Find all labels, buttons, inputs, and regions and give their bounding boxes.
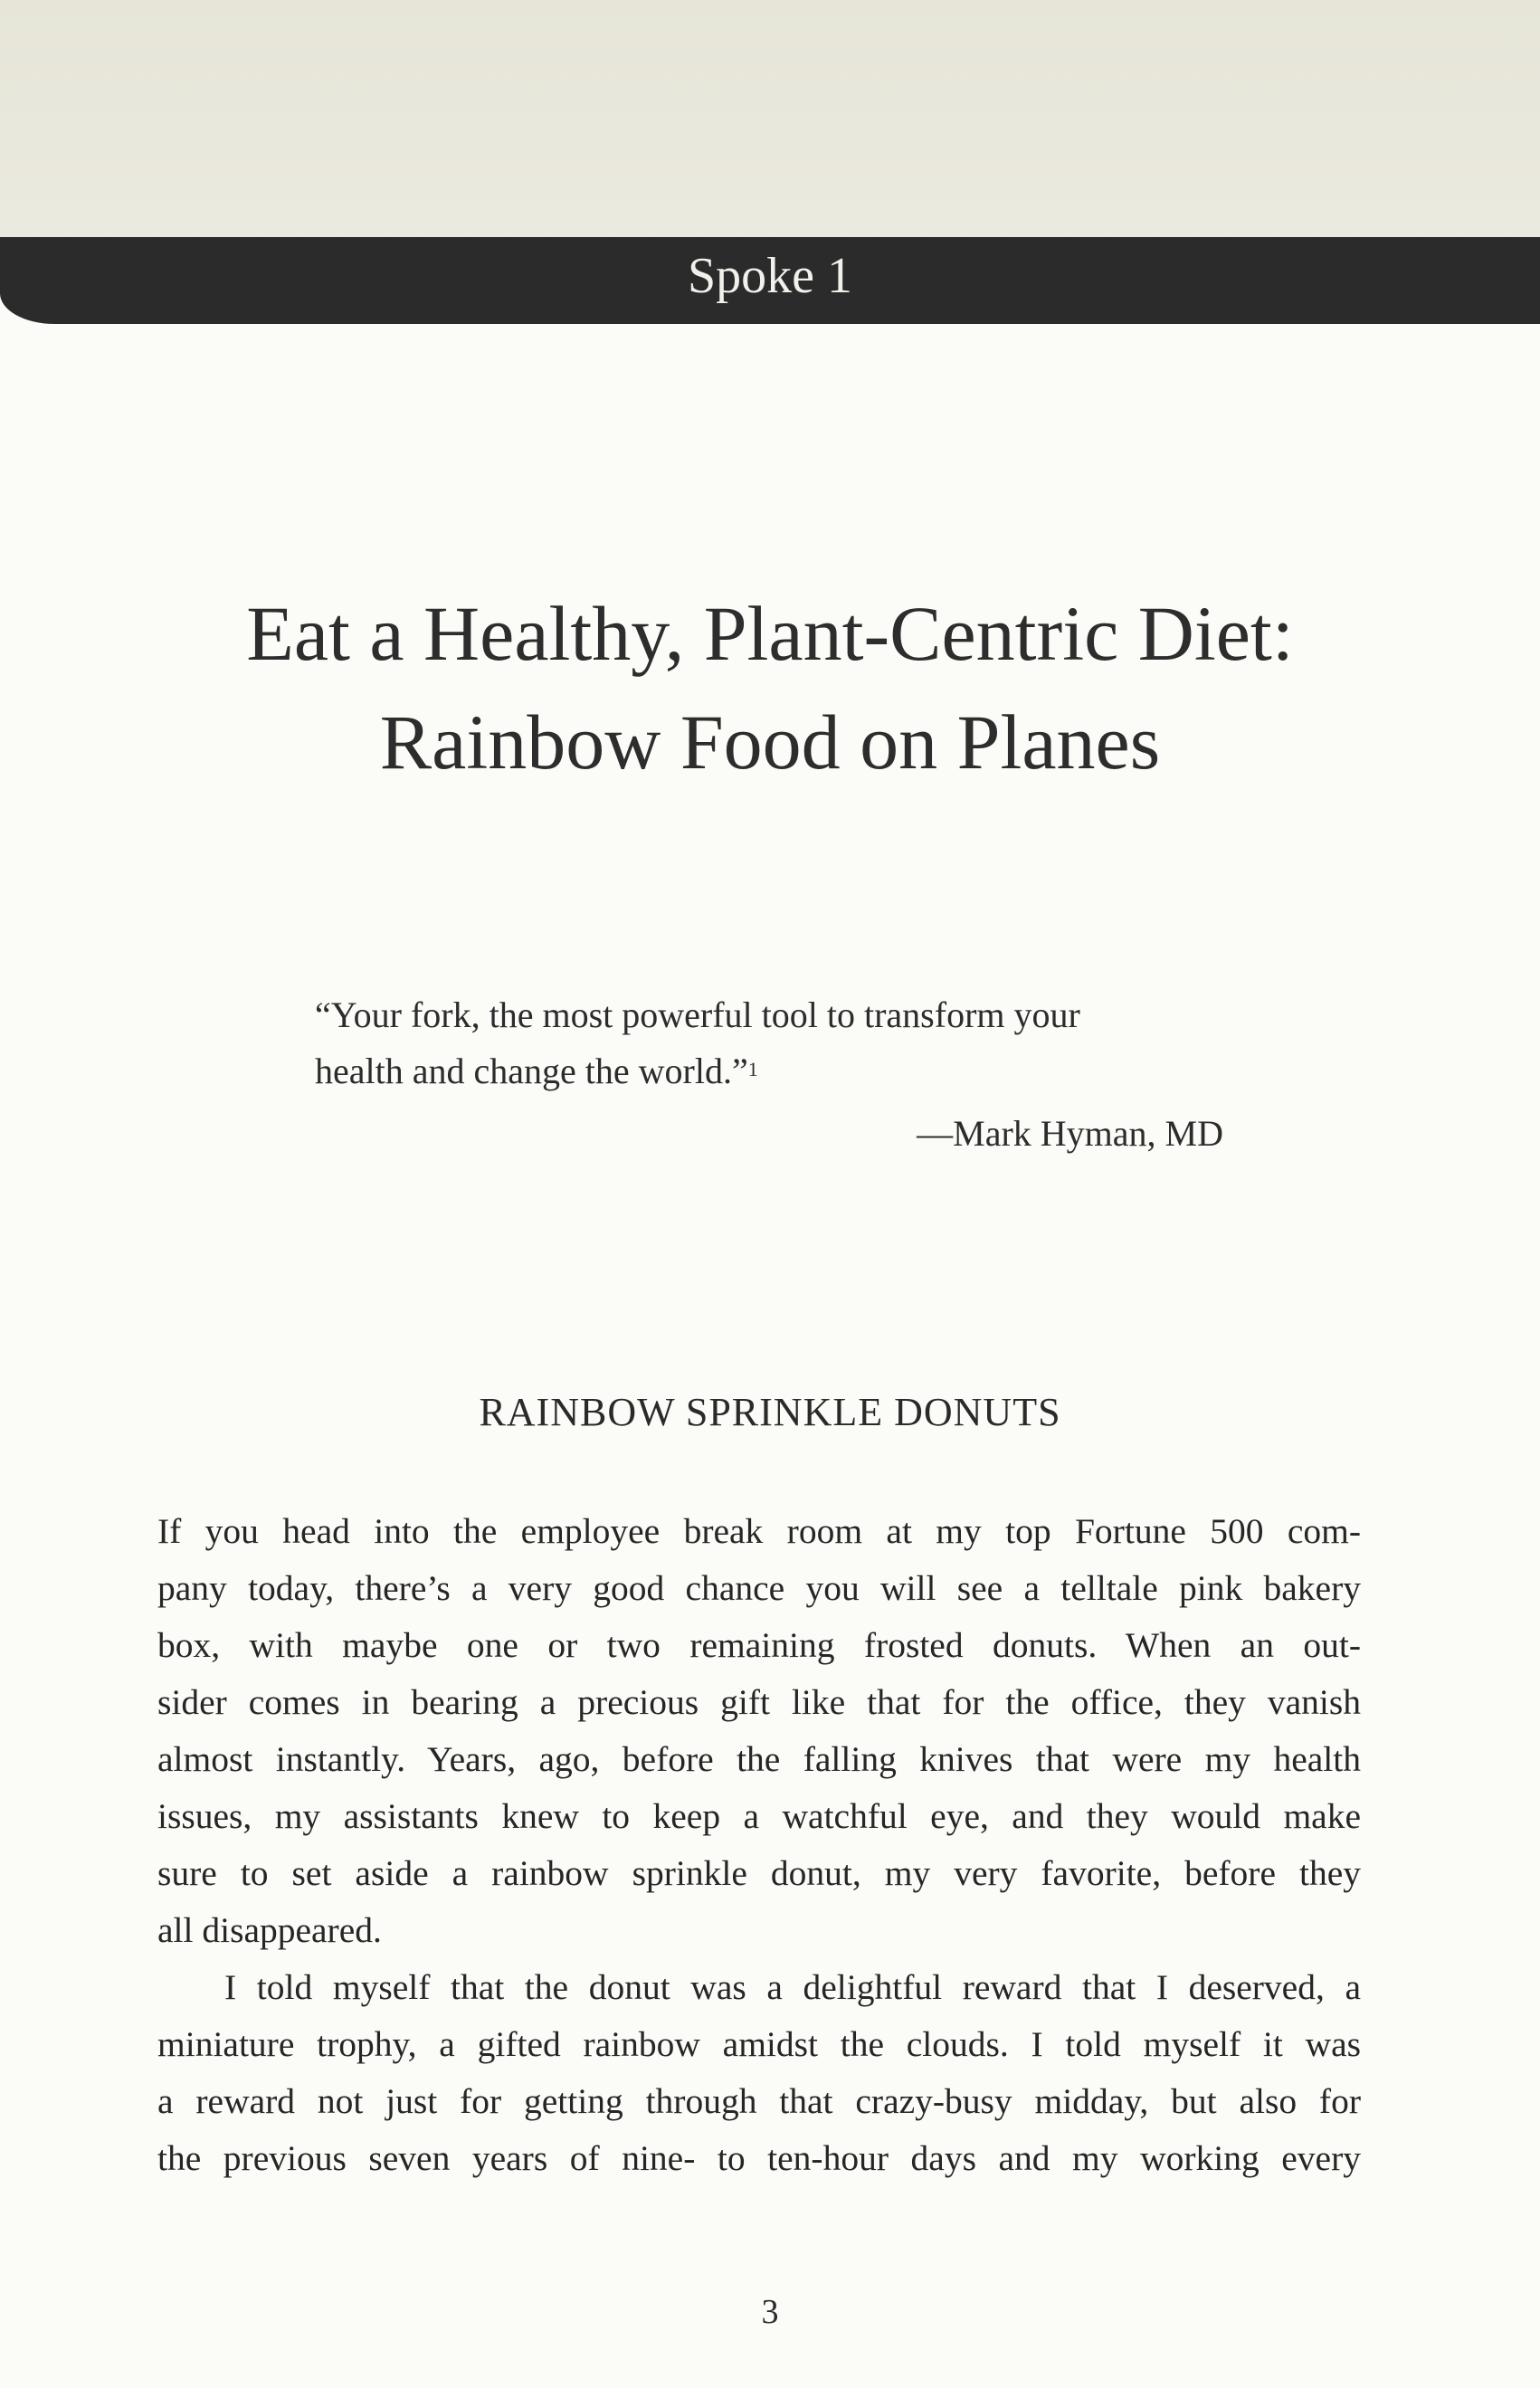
body-line: all disappeared. xyxy=(157,1910,382,1950)
body-line: I told myself that the donut was a delightful reward that I deserved, a xyxy=(224,1967,1361,2007)
epigraph-line-2 xyxy=(315,1043,1220,1099)
page-number: 3 xyxy=(761,2293,779,2331)
chapter-title xyxy=(0,579,1540,796)
section-heading: RAINBOW SPRINKLE DONUTS xyxy=(479,1390,1061,1434)
body-line: box, with maybe one or two remaining frosted donuts. When an out- xyxy=(157,1625,1361,1665)
epigraph-quote xyxy=(315,987,1220,1099)
body-line: a reward not just for getting through that crazy-busy midday, but also for xyxy=(157,2081,1361,2121)
body-line: miniature trophy, a gifted rainbow amidst the clouds. I told myself it was xyxy=(157,2024,1361,2064)
body-line: the previous seven years of nine- to ten-hour days and my working every xyxy=(157,2138,1361,2178)
body-paragraph-2 xyxy=(157,1959,1361,2187)
body-line: If you head into the employee break room at my top Fortune 500 com- xyxy=(157,1511,1361,1551)
body-line: pany today, there’s a very good chance you will see a telltale pink bakery xyxy=(157,1568,1361,1608)
epigraph-line-1: “Your fork, the most powerful tool to transform your xyxy=(315,994,1080,1035)
footnote-marker: 1 xyxy=(747,1058,758,1080)
epigraph-attribution: —Mark Hyman, MD xyxy=(917,1113,1223,1154)
body-line: issues, my assistants knew to keep a watchful eye, and they would make xyxy=(157,1796,1361,1836)
page-header-band xyxy=(0,0,1540,271)
body-paragraph-1 xyxy=(157,1503,1361,1959)
chapter-label: Spoke 1 xyxy=(688,248,852,304)
body-line: sure to set aside a rainbow sprinkle donut, my very favorite, before they xyxy=(157,1853,1361,1893)
chapter-title-line-2: Rainbow Food on Planes xyxy=(379,699,1161,785)
chapter-title-line-1: Eat a Healthy, Plant-Centric Diet: xyxy=(246,590,1294,677)
epigraph-line-2-text: health and change the world.” xyxy=(315,1051,748,1091)
body-line: almost instantly. Years, ago, before the falling knives that were my health xyxy=(157,1739,1361,1779)
body-line: sider comes in bearing a precious gift like that for the office, they vanish xyxy=(157,1682,1361,1722)
